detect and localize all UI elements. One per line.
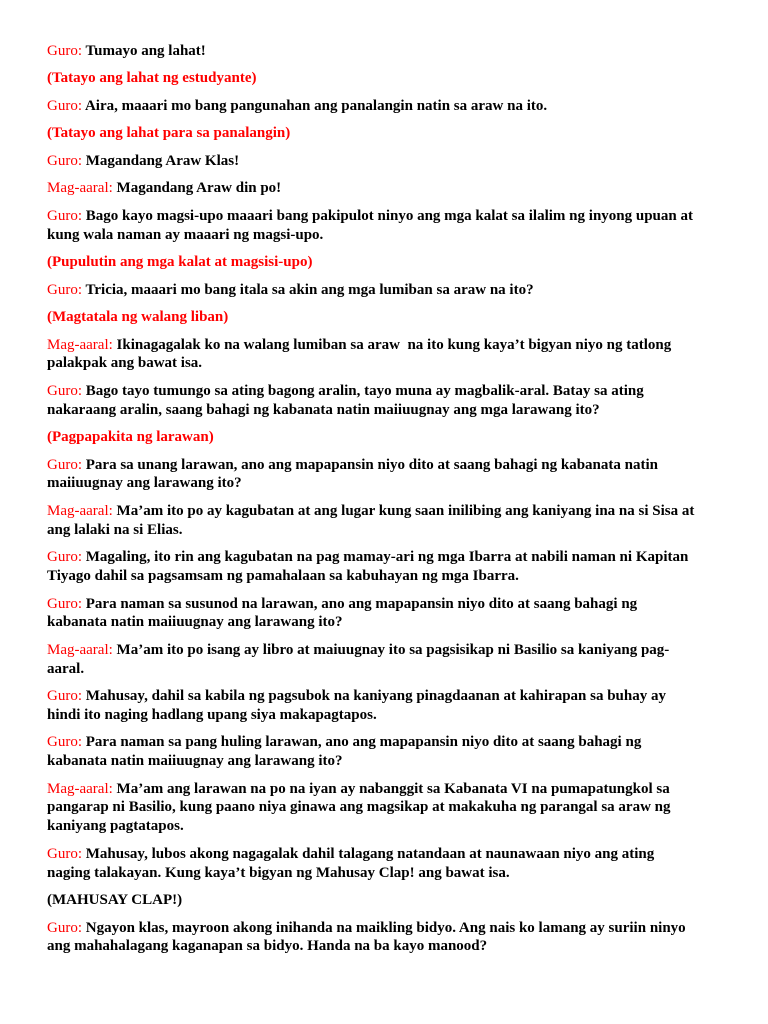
dialogue-entry xyxy=(47,281,747,300)
dialogue-entry xyxy=(47,595,747,633)
dialogue-entry xyxy=(47,780,747,836)
line-text: aaral. xyxy=(47,660,85,677)
dialogue-entry xyxy=(47,179,747,198)
dialogue-entry xyxy=(47,641,747,679)
speaker-label: Mag-aaral: xyxy=(47,780,113,797)
direction-text: (Magtatala ng walang liban) xyxy=(47,309,229,326)
dialogue-entry xyxy=(47,733,747,771)
stage-direction xyxy=(47,308,747,327)
direction-text: (Pupulutin ang mga kalat at magsisi-upo) xyxy=(47,254,313,271)
line-text: Ma’am ito po isang ay libro at maiuugnay ito sa pagsisikap ni Basilio sa kaniyang pag- xyxy=(116,641,670,658)
speaker-label: Mag-aaral: xyxy=(47,502,113,519)
line-text: kabanata natin maiiuugnay ang larawang ito? xyxy=(47,614,343,631)
line-text: kaniyang pagtatapos. xyxy=(47,818,184,835)
dialogue-entry xyxy=(47,687,747,725)
line-text: ang lalaki na si Elias. xyxy=(47,521,183,538)
direction-text: (MAHUSAY CLAP!) xyxy=(47,892,183,909)
line-text: Para naman sa susunod na larawan, ano ang mapapansin niyo dito at saang bahagi ng xyxy=(85,595,638,612)
line-text: Ikinagagalak ko na walang lumiban sa araw na ito kung kaya’t bigyan niyo ng tatlong xyxy=(116,336,672,353)
speaker-label: Guro: xyxy=(47,688,82,705)
line-text: hindi ito naging hadlang upang siya makapagtapos. xyxy=(47,706,377,723)
dialogue-entry xyxy=(47,382,747,420)
line-text: Tiyago dahil sa pagsamsam ng pamahalaan sa kabuhayan ng mga Ibarra. xyxy=(47,568,519,585)
stage-direction xyxy=(47,253,747,272)
cue-note xyxy=(47,891,747,910)
dialogue-entry xyxy=(47,336,747,374)
dialogue-entry xyxy=(47,548,747,586)
dialogue-entry xyxy=(47,845,747,883)
stage-direction xyxy=(47,124,747,143)
line-text: maiiuugnay ang larawang ito? xyxy=(47,475,242,492)
line-text: Mahusay, dahil sa kabila ng pagsubok na kaniyang pinagdaanan at kahirapan sa buhay ay xyxy=(85,688,666,705)
line-text: ang mahahalagang kaganapan sa bidyo. Handa na ba kayo manood? xyxy=(47,938,488,955)
dialogue-entry xyxy=(47,152,747,171)
speaker-label: Guro: xyxy=(47,207,82,224)
line-text: Mahusay, lubos akong nagagalak dahil talagang natandaan at naunawaan niyo ang ating xyxy=(85,845,655,862)
line-text: Magandang Araw din po! xyxy=(116,180,282,197)
line-text: Bago kayo magsi-upo maaari bang pakipulot ninyo ang mga kalat sa ilalim ng inyong upuan at xyxy=(85,207,693,224)
direction-text: (Pagpapakita ng larawan) xyxy=(47,429,214,446)
dialogue-entry xyxy=(47,207,747,245)
stage-direction xyxy=(47,428,747,447)
line-text: Ma’am ito po ay kagubatan at ang lugar kung saan inilibing ang kaniyang ina na si Sisa at xyxy=(116,502,695,519)
speaker-label: Guro: xyxy=(47,97,82,114)
speaker-label: Guro: xyxy=(47,281,82,298)
speaker-label: Mag-aaral: xyxy=(47,180,113,197)
lesson-script-page xyxy=(47,42,747,965)
dialogue-entry xyxy=(47,502,747,540)
speaker-label: Mag-aaral: xyxy=(47,336,113,353)
dialogue-entry xyxy=(47,919,747,957)
speaker-label: Guro: xyxy=(47,152,82,169)
speaker-label: Guro: xyxy=(47,549,82,566)
line-text: pangarap ni Basilio, kung paano niya ginawa ang magsikap at makakuha ng parangal sa araw ng xyxy=(47,799,671,816)
line-text: Bago tayo tumungo sa ating bagong aralin, tayo muna ay magbalik-aral. Batay sa ating xyxy=(85,382,644,399)
speaker-label: Mag-aaral: xyxy=(47,641,113,658)
line-text: Tricia, maaari mo bang itala sa akin ang mga lumiban sa araw na ito? xyxy=(85,281,534,298)
line-text: kung wala naman ay maaari ng magsi-upo. xyxy=(47,226,324,243)
stage-direction xyxy=(47,69,747,88)
line-text: Para sa unang larawan, ano ang mapapansin niyo dito at saang bahagi ng kabanata natin xyxy=(85,456,658,473)
line-text: palakpak ang bawat isa. xyxy=(47,355,203,372)
speaker-label: Guro: xyxy=(47,382,82,399)
speaker-label: Guro: xyxy=(47,734,82,751)
speaker-label: Guro: xyxy=(47,43,82,59)
dialogue-entry xyxy=(47,456,747,494)
speaker-label: Guro: xyxy=(47,595,82,612)
line-text: Ma’am ang larawan na po na iyan ay nabanggit sa Kabanata VI na pumapatungkol sa xyxy=(116,780,670,797)
direction-text: (Tatayo ang lahat para sa panalangin) xyxy=(47,125,291,142)
line-text: nakaraang aralin, saang bahagi ng kabanata natin maiiuugnay ang mga larawang ito? xyxy=(47,401,600,418)
line-text: naging talakayan. Kung kaya’t bigyan ng Mahusay Clap! ang bawat isa. xyxy=(47,864,510,881)
line-text: Aira, maaari mo bang pangunahan ang panalangin natin sa araw na ito. xyxy=(84,97,548,114)
line-text: Magandang Araw Klas! xyxy=(85,152,240,169)
line-text: Ngayon klas, mayroon akong inihanda na maikling bidyo. Ang nais ko lamang ay suriin ninyo xyxy=(85,919,686,936)
line-text: Tumayo ang lahat! xyxy=(85,43,206,59)
speaker-label: Guro: xyxy=(47,845,82,862)
dialogue-entry xyxy=(47,42,747,61)
speaker-label: Guro: xyxy=(47,919,82,936)
dialogue-entry xyxy=(47,97,747,116)
speaker-label: Guro: xyxy=(47,456,82,473)
line-text: Para naman sa pang huling larawan, ano ang mapapansin niyo dito at saang bahagi ng xyxy=(85,734,642,751)
line-text: kabanata natin maiiuugnay ang larawang ito? xyxy=(47,753,343,770)
line-text: Magaling, ito rin ang kagubatan na pag mamay-ari ng mga Ibarra at nabili naman ni Kapitan xyxy=(85,549,689,566)
direction-text: (Tatayo ang lahat ng estudyante) xyxy=(47,70,257,87)
